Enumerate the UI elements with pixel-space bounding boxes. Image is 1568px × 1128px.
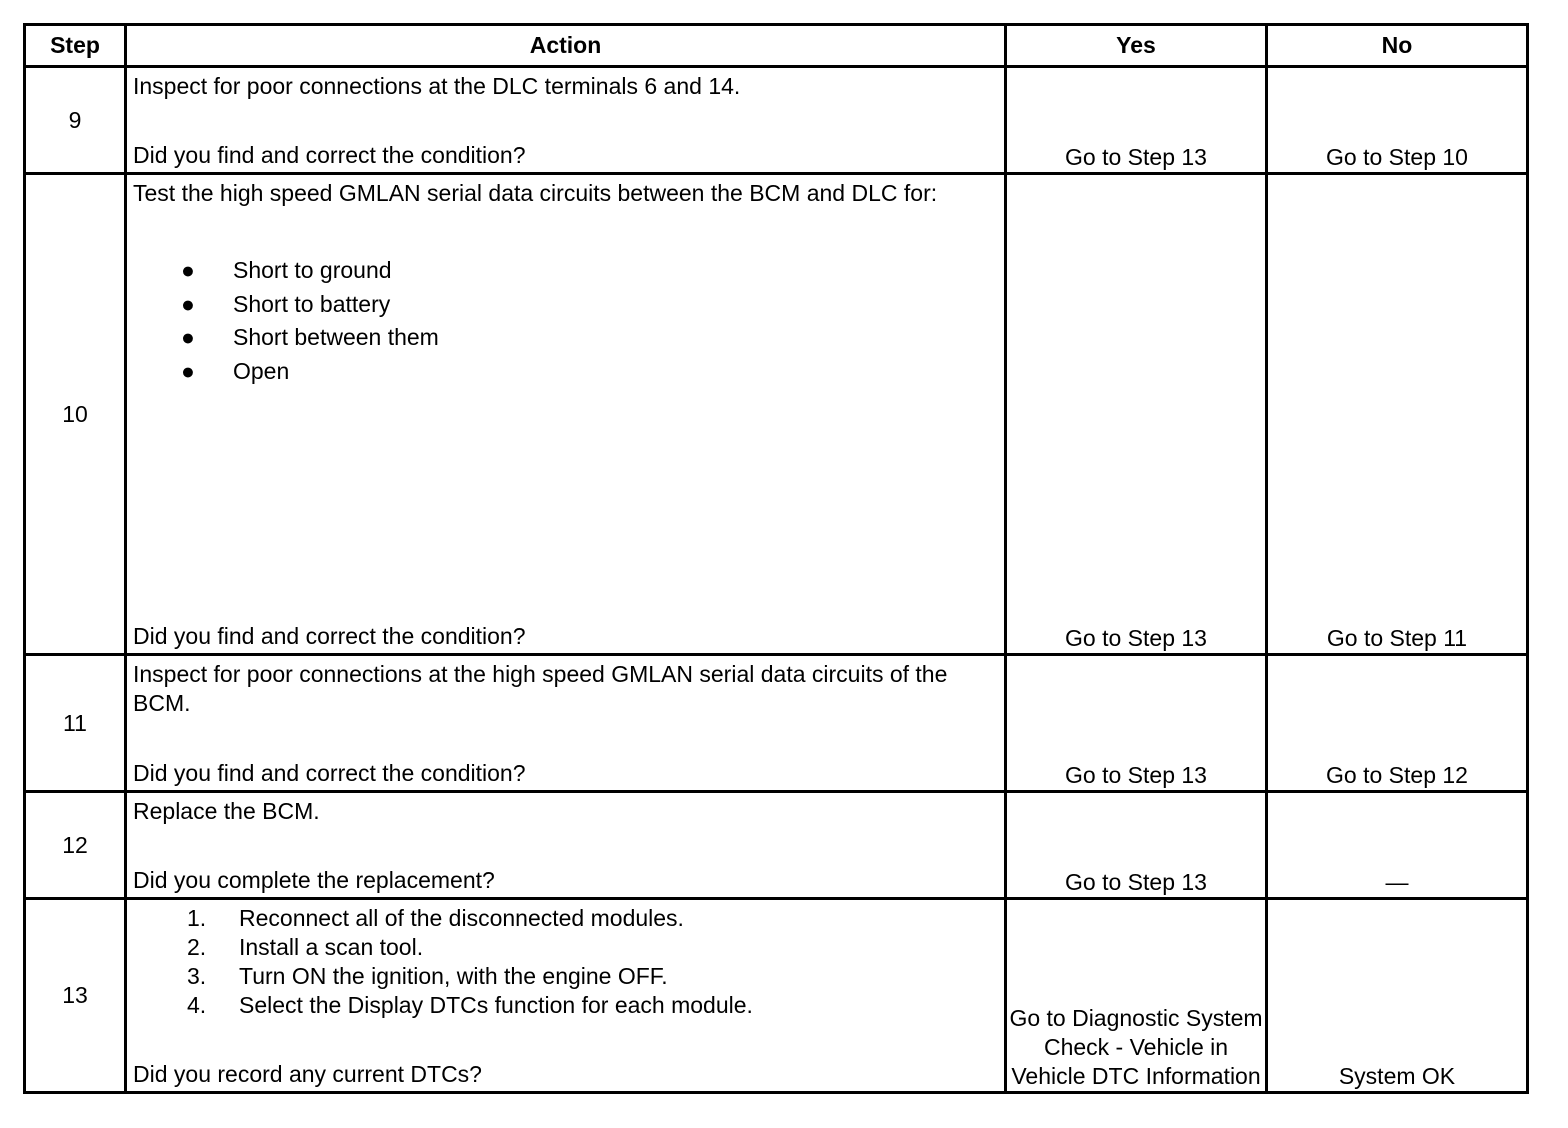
action-cell [126,792,1006,899]
list-item-number: 1. [187,905,207,931]
action-text: Inspect for poor connections at the DLC terminals 6 and 14. [133,73,741,99]
table-row [25,792,1528,899]
yes-result: Go to Diagnostic System Check - Vehicle in Vehicle DTC Information [1006,899,1267,1093]
action-text: Replace the BCM. [133,798,320,824]
list-item [133,933,998,962]
action-cell [126,899,1006,1093]
list-item-text: Short to battery [233,290,391,317]
list-item [127,321,1004,355]
step-number: 9 [25,67,126,174]
bullet-icon: ● [181,290,195,317]
bullet-icon: ● [181,324,195,350]
list-item-number: 2. [187,934,207,960]
bullet-icon: ● [181,357,195,384]
list-item-number: 3. [187,963,207,989]
no-result: Go to Step 10 [1267,67,1528,174]
action-cell [126,67,1006,174]
diagnostic-table [23,23,1529,1094]
table-row [25,174,1528,655]
yes-result: Go to Step 13 [1006,174,1267,655]
action-cell [126,655,1006,792]
action-question: Did you find and correct the condition? [133,623,526,649]
action-question: Did you find and correct the condition? [133,142,526,168]
header-no: No [1267,25,1528,67]
yes-result: Go to Step 13 [1006,792,1267,899]
list-item-text: Short between them [233,324,439,350]
step-number: 11 [25,655,126,792]
action-question: Did you record any current DTCs? [133,1061,482,1087]
bullet-icon: ● [181,257,195,283]
list-item [127,288,1004,322]
header-action: Action [126,25,1006,67]
step-number: 12 [25,792,126,899]
action-text: Test the high speed GMLAN serial data circuits between the BCM and DLC for: [133,180,938,206]
numbered-list [133,904,998,1020]
action-cell [126,174,1006,655]
list-item [127,254,1004,288]
bullet-list [127,254,1004,388]
action-question: Did you find and correct the condition? [133,760,526,786]
list-item-text: Short to ground [233,257,392,283]
no-result: Go to Step 12 [1267,655,1528,792]
header-step: Step [25,25,126,67]
yes-result: Go to Step 13 [1006,655,1267,792]
list-item [133,904,998,933]
table-row [25,655,1528,792]
list-item-text: Select the Display DTCs function for each module. [239,992,753,1018]
action-text: Inspect for poor connections at the high speed GMLAN serial data circuits of the BCM. [133,661,948,716]
step-number: 10 [25,174,126,655]
step-number: 13 [25,899,126,1093]
no-result: Go to Step 11 [1267,174,1528,655]
header-yes: Yes [1006,25,1267,67]
yes-result: Go to Step 13 [1006,67,1267,174]
list-item-text: Turn ON the ignition, with the engine OFF. [239,963,668,989]
list-item [127,355,1004,389]
list-item-text: Reconnect all of the disconnected modules. [239,905,684,931]
list-item [133,962,998,991]
list-item-text: Install a scan tool. [239,934,424,960]
action-question: Did you complete the replacement? [133,867,495,893]
no-result: — [1267,792,1528,899]
list-item-text: Open [233,357,290,384]
table-row [25,899,1528,1093]
list-item-number: 4. [187,992,207,1018]
list-item [133,991,998,1020]
action-text [127,900,1004,1020]
header-row [25,25,1528,67]
no-result: System OK [1267,899,1528,1093]
table-row [25,67,1528,174]
